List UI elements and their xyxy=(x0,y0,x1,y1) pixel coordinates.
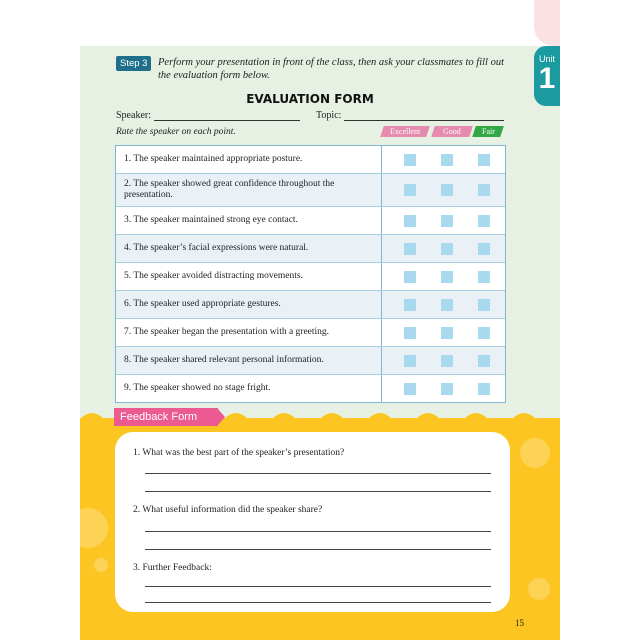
unit-label: Unit xyxy=(538,54,555,64)
checkbox-fair[interactable] xyxy=(478,271,490,283)
criterion-text: 9. The speaker showed no stage fright. xyxy=(116,375,382,402)
criterion-row xyxy=(116,235,505,263)
answer-line[interactable] xyxy=(145,586,491,587)
answer-line[interactable] xyxy=(145,491,491,492)
checkbox-good[interactable] xyxy=(441,327,453,339)
checkbox-excellent[interactable] xyxy=(404,299,416,311)
checkbox-good[interactable] xyxy=(441,184,453,196)
checkbox-fair[interactable] xyxy=(478,154,490,166)
answer-line[interactable] xyxy=(145,602,491,603)
speaker-line[interactable] xyxy=(154,110,300,121)
answer-line[interactable] xyxy=(145,531,491,532)
checkbox-excellent[interactable] xyxy=(404,154,416,166)
checkbox-good[interactable] xyxy=(441,154,453,166)
checkbox-excellent[interactable] xyxy=(404,243,416,255)
decor-circle xyxy=(94,558,108,572)
topic-line[interactable] xyxy=(344,110,504,121)
rating-good-label: Good xyxy=(431,126,473,137)
criterion-text: 1. The speaker maintained appropriate posture. xyxy=(116,146,382,173)
checkbox-excellent[interactable] xyxy=(404,271,416,283)
checkbox-excellent[interactable] xyxy=(404,383,416,395)
topic-field[interactable] xyxy=(316,110,504,121)
decor-circle xyxy=(80,508,108,548)
page-number: 15 xyxy=(515,618,524,628)
criterion-text: 5. The speaker avoided distracting movements. xyxy=(116,263,382,290)
evaluation-table xyxy=(115,145,506,403)
checkbox-good[interactable] xyxy=(441,355,453,367)
workbook-page xyxy=(80,0,560,640)
answer-line[interactable] xyxy=(145,549,491,550)
feedback-question: 3. Further Feedback: xyxy=(133,563,212,573)
rating-excellent-label: Excellent xyxy=(380,126,430,137)
checkbox-good[interactable] xyxy=(441,299,453,311)
feedback-question: 1. What was the best part of the speaker’s presentation? xyxy=(133,448,345,458)
speaker-label: Speaker: xyxy=(116,110,151,121)
checkbox-fair[interactable] xyxy=(478,383,490,395)
checkbox-fair[interactable] xyxy=(478,184,490,196)
top-margin xyxy=(80,0,560,46)
criterion-row xyxy=(116,174,505,207)
criterion-row xyxy=(116,207,505,235)
rating-fair-label: Fair xyxy=(472,126,504,137)
decor-circle xyxy=(520,438,550,468)
criterion-row xyxy=(116,146,505,174)
checkbox-fair[interactable] xyxy=(478,215,490,227)
checkbox-good[interactable] xyxy=(441,383,453,395)
feedback-form-title: Feedback Form xyxy=(114,408,218,426)
criterion-row xyxy=(116,347,505,375)
checkbox-excellent[interactable] xyxy=(404,215,416,227)
criterion-text: 8. The speaker shared relevant personal information. xyxy=(116,347,382,374)
criterion-text: 3. The speaker maintained strong eye contact. xyxy=(116,207,382,234)
rate-instruction: Rate the speaker on each point. xyxy=(116,127,236,137)
checkbox-good[interactable] xyxy=(441,271,453,283)
criterion-text: 2. The speaker showed great confidence throughout the presentation. xyxy=(116,174,382,206)
step-badge: Step 3 xyxy=(116,56,151,71)
feedback-tab-arrow xyxy=(217,408,225,426)
evaluation-form-title: EVALUATION FORM xyxy=(246,92,374,106)
criterion-row xyxy=(116,291,505,319)
decor-circle xyxy=(528,578,550,600)
checkbox-excellent[interactable] xyxy=(404,355,416,367)
checkbox-fair[interactable] xyxy=(478,355,490,367)
answer-line[interactable] xyxy=(145,473,491,474)
feedback-question: 2. What useful information did the speaker share? xyxy=(133,505,323,515)
checkbox-fair[interactable] xyxy=(478,243,490,255)
criterion-row xyxy=(116,319,505,347)
criterion-row xyxy=(116,263,505,291)
feedback-card xyxy=(115,432,510,612)
corner-decoration xyxy=(534,0,560,46)
step-text: Perform your presentation in front of the class, then ask your classmates to fill out the evaluation form below. xyxy=(158,57,504,81)
checkbox-good[interactable] xyxy=(441,243,453,255)
criterion-text: 4. The speaker’s facial expressions were natural. xyxy=(116,235,382,262)
checkbox-fair[interactable] xyxy=(478,299,490,311)
checkbox-excellent[interactable] xyxy=(404,184,416,196)
checkbox-good[interactable] xyxy=(441,215,453,227)
topic-label: Topic: xyxy=(316,110,342,121)
checkbox-fair[interactable] xyxy=(478,327,490,339)
criterion-row xyxy=(116,375,505,402)
criterion-text: 7. The speaker began the presentation with a greeting. xyxy=(116,319,382,346)
unit-number: 1 xyxy=(538,62,556,95)
checkbox-excellent[interactable] xyxy=(404,327,416,339)
speaker-field[interactable] xyxy=(116,110,300,121)
criterion-text: 6. The speaker used appropriate gestures. xyxy=(116,291,382,318)
step-instruction xyxy=(116,56,516,82)
